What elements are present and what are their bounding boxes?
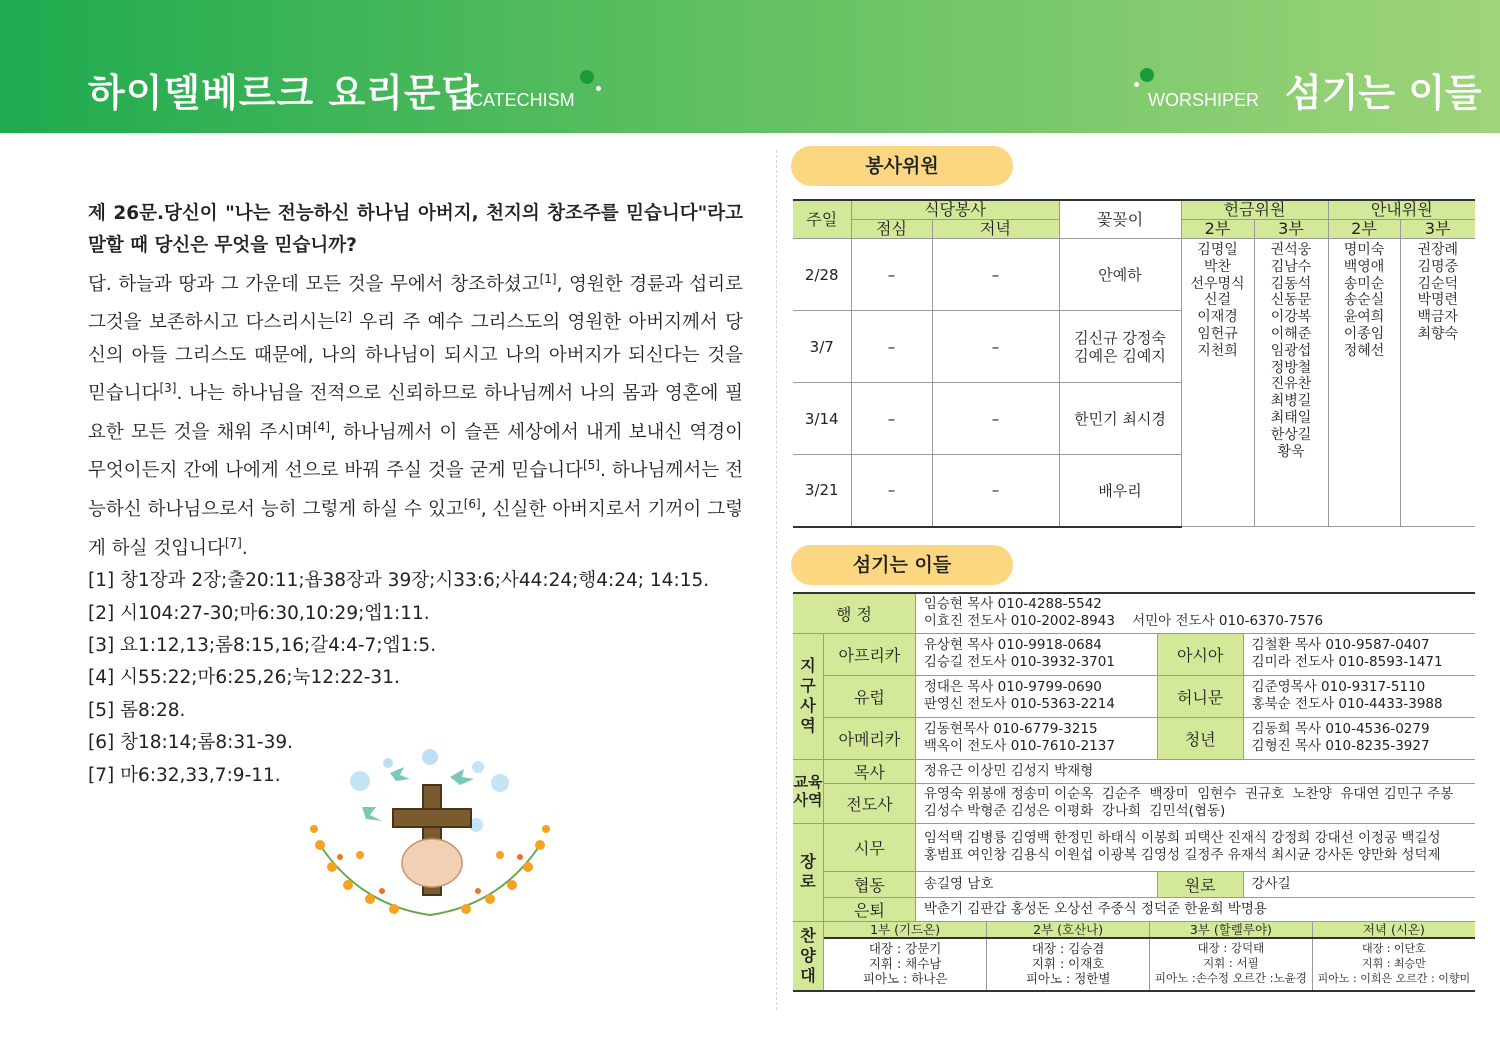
answer-text: 우리 주 예수 그리스도의 영원한 아버지께서 당신의 아들 그리스도 때문에, 나의 하나님이 되시고 나의 아버지가 되신다는 것을 믿습니다 [88, 312, 744, 405]
education-evangelists [915, 783, 1475, 823]
staff-line: 임석택 김병룡 김영백 한정민 하태식 이봉희 피택산 진재식 강정희 강대선 이정공 백길성 [923, 830, 1441, 846]
header-guide-part3: 3부 [1400, 220, 1475, 239]
staff-line: 임승현 목사 010-4288-5542 [923, 596, 1102, 613]
staff-line: 홍범표 여인창 김용식 이원섭 이광복 김영성 길정주 유재석 최시균 강사돈 양만화 성덕제 [923, 847, 1441, 863]
flowers-cell: 한민기 최시경 [1059, 383, 1181, 455]
answer-text: . 나는 하나님을 전적으로 신뢰하므로 하나님께서 나의 몸과 영혼에 필요한 모든 것을 채워 주시며 [88, 383, 743, 444]
flowers-cell: 김신규 강정숙 김예은 김예지 [1059, 311, 1181, 383]
flowers-cell: 안예하 [1059, 239, 1181, 311]
staff-line: 지휘 : 서필 [1203, 955, 1259, 970]
list-item: 정혜선 [1343, 342, 1385, 359]
choir-label: 찬양대 [793, 921, 824, 991]
answer-text: , 하나님께서 이 슬픈 세상에서 내게 보내신 역경이 무엇이든지 간에 나에게 선으로 바꿔 주실 것을 굳게 믿습니다 [88, 422, 744, 482]
catechism-answer [88, 263, 743, 565]
staff-line: 홍북순 전도사 010-4433-3988 [1251, 696, 1443, 712]
answer-text: . 하나님께서는 전능하신 하나님으로서 능히 그렇게 하실 수 있고 [88, 460, 743, 521]
staff-line: 대장 : 김승겸 [1031, 940, 1105, 956]
week-date: 3/14 [793, 383, 851, 455]
catechism-subtitle: CATECHISM [470, 90, 575, 110]
service-committee-pill: 봉사위원 [791, 146, 1013, 186]
list-item: 최병길 [1270, 393, 1312, 410]
choir-name: 3부 (할렐루야) [1150, 922, 1313, 938]
elder-active-label: 시무 [824, 823, 916, 871]
service-committee-table [793, 199, 1475, 528]
decorative-dot-icon [1140, 68, 1154, 82]
list-item: 이재경 [1197, 309, 1238, 326]
week-date: 2/28 [793, 239, 851, 311]
decorative-dot-icon [596, 86, 601, 91]
staff-line: 김미라 전도사 010-8593-1471 [1251, 654, 1443, 670]
list-item: 김동석 [1270, 275, 1312, 292]
worshiper-subtitle: WORSHIPER [1148, 90, 1260, 110]
dinner-cell: – [932, 311, 1059, 383]
district-name: 청년 [1157, 717, 1243, 759]
reference-line: [3] 요1:12,13;롬8:15,16;갈4:4-7;엡1:5. [88, 634, 437, 656]
lunch-cell: – [851, 311, 932, 383]
district-staff [1243, 717, 1475, 759]
list-item: 김명일 [1197, 242, 1238, 258]
list-item: 권장례 [1417, 242, 1459, 258]
list-item: 윤여희 [1343, 309, 1385, 326]
week-date: 3/7 [793, 311, 851, 383]
elder-emeritus-list: 강사길 [1243, 871, 1475, 897]
footnote-mark: [6] [463, 497, 481, 512]
lunch-cell: – [851, 455, 932, 527]
offering-part2-list [1181, 239, 1254, 527]
header-guide: 안내위원 [1328, 200, 1475, 220]
list-item: 김순덕 [1417, 275, 1459, 292]
list-item: 이해준 [1270, 325, 1312, 342]
reference-line: [1] 창1장과 2장;출20:11;욥38장과 39장;시33:6;사44:24;행4:24; 14:15. [88, 570, 710, 592]
list-item: 권석웅 [1270, 242, 1312, 258]
footnote-mark: [7] [224, 535, 242, 550]
staff-line: 대장 : 이단호 [1361, 941, 1426, 955]
staff-line: 피아노 : 이희은 오르간 : 이향미 [1317, 971, 1471, 985]
lunch-cell: – [851, 383, 932, 455]
list-item: 신걸 [1203, 292, 1232, 309]
answer-text: , 영원한 경륜과 섭리로 그것을 보존하시고 다스리시는 [88, 273, 743, 334]
district-staff [915, 633, 1157, 675]
list-item: 백영애 [1343, 258, 1385, 275]
education-label: 교육사역 [793, 759, 824, 823]
district-name: 아프리카 [824, 633, 916, 675]
dinner-cell: – [932, 455, 1059, 527]
reference-line: [5] 롬8:28. [88, 699, 186, 721]
answer-text: . [241, 537, 248, 559]
staff-line: 대장 : 강문기 [868, 940, 942, 956]
staff-line: 김승길 전도사 010-3932-3701 [923, 654, 1115, 670]
staff-line: 백옥이 전도사 010-7610-2137 [923, 738, 1115, 754]
header-dinner: 저녁 [932, 220, 1059, 239]
elder-retired-label: 은퇴 [824, 897, 916, 921]
dinner-cell: – [932, 383, 1059, 455]
catechism-question: 제 26문.당신이 "나는 전능하신 하나님 아버지, 천지의 창조주를 믿습니다"라고 말할 때 당신은 무엇을 믿습니까? [88, 203, 743, 257]
list-item: 이강복 [1270, 309, 1312, 326]
reference-line: [4] 시55:22;마6:25,26;눅12:22-31. [88, 667, 400, 689]
staff-line: 지휘 : 최승만 [1361, 956, 1426, 970]
admin-staff [915, 593, 1475, 633]
choir-name: 저녁 (시온) [1312, 922, 1475, 938]
page-divider [776, 150, 777, 1010]
list-item: 이종임 [1343, 325, 1385, 342]
district-name: 아시아 [1157, 633, 1243, 675]
choir-section [824, 921, 1476, 991]
list-item: 김명중 [1417, 258, 1459, 275]
district-staff [915, 675, 1157, 717]
list-item: 신동문 [1270, 292, 1312, 309]
staff-line: 피아노 : 하나은 [862, 970, 948, 986]
flowers-cell: 배우리 [1059, 455, 1181, 527]
reference-line: [7] 마6:32,33,7:9-11. [88, 764, 281, 786]
staff-line: 판영신 전도사 010-5363-2214 [923, 696, 1115, 712]
decorative-dot-icon [1134, 82, 1139, 87]
staff-line: 정대은 목사 010-9799-0690 [923, 679, 1102, 695]
decorative-dot-icon [580, 70, 594, 84]
lunch-cell: – [851, 239, 932, 311]
elder-emeritus-label: 원로 [1157, 871, 1243, 897]
staff-line: 김철환 목사 010-9587-0407 [1251, 637, 1430, 653]
list-item: 선우명식 [1190, 275, 1245, 292]
district-staff [1243, 633, 1475, 675]
list-item: 진유찬 [1270, 376, 1312, 393]
header-week: 주일 [793, 200, 851, 239]
list-item: 송미순 [1343, 275, 1385, 292]
header-offering: 헌금위원 [1181, 200, 1328, 220]
table-row [793, 239, 1475, 311]
catechism-body [88, 198, 743, 792]
staff-line: 지휘 : 채수남 [868, 955, 942, 971]
cross-flower-illustration [290, 745, 570, 925]
footnote-mark: [3] [159, 381, 177, 396]
staff-line: 유상현 목사 010-9918-0684 [923, 637, 1102, 653]
choir-members [1312, 938, 1475, 990]
district-name: 아메리카 [824, 717, 916, 759]
guide-part3-list [1400, 239, 1475, 527]
answer-text: 답. 하늘과 땅과 그 가운데 모든 것을 무에서 창조하셨고 [88, 273, 540, 295]
district-name: 허니문 [1157, 675, 1243, 717]
list-item: 명미숙 [1343, 242, 1385, 258]
header-lunch: 점심 [851, 220, 932, 239]
list-item: 박찬 [1203, 258, 1232, 275]
choir-members [987, 938, 1150, 990]
header-cafeteria: 식당봉사 [851, 200, 1059, 220]
list-item: 김남수 [1270, 258, 1312, 275]
list-item: 박명련 [1417, 292, 1459, 309]
staff-line: 김형진 목사 010-8235-3927 [1251, 738, 1430, 754]
guide-part2-list [1328, 239, 1400, 527]
list-item: 지천희 [1197, 342, 1238, 359]
staff-line: 지휘 : 이재호 [1031, 955, 1105, 971]
choir-members [824, 938, 987, 990]
list-item: 최향숙 [1417, 325, 1459, 342]
list-item: 임광섭 [1270, 342, 1312, 359]
list-item: 백금자 [1417, 309, 1459, 326]
footnote-mark: [5] [582, 458, 600, 473]
district-name: 유럽 [824, 675, 916, 717]
district-label: 지구사역 [793, 633, 824, 759]
worshipers-table [793, 592, 1475, 992]
footnote-mark: [2] [335, 310, 353, 325]
staff-line: 김성수 박형준 김성은 이평화 강나희 김민석(협동) [923, 803, 1226, 819]
list-item: 한상길 [1270, 426, 1312, 443]
elder-coop-label: 협동 [824, 871, 916, 897]
education-pastor-label: 목사 [824, 759, 916, 783]
admin-label: 행 정 [793, 593, 915, 633]
choir-name: 2부 (호산나) [987, 922, 1150, 938]
elder-retired-list: 박춘기 김판갑 홍성돈 오상선 주중식 정덕준 한윤희 박명용 [915, 897, 1475, 921]
answer-text: , 신실한 아버지로서 기꺼이 그렇게 하실 것입니다 [88, 499, 743, 559]
offering-part3-list [1254, 239, 1328, 527]
staff-line: 김준영목사 010-9317-5110 [1251, 679, 1426, 695]
header-offering-part2: 2부 [1181, 220, 1254, 239]
choir-name: 1부 (기드온) [824, 922, 987, 938]
header-offering-part3: 3부 [1254, 220, 1328, 239]
elder-coop-list: 송길영 남호 [915, 871, 1157, 897]
list-item: 송순실 [1343, 292, 1385, 309]
dinner-cell: – [932, 239, 1059, 311]
list-item: 황욱 [1277, 443, 1305, 460]
reference-line: [2] 시104:27-30;마6:30,10:29;엡1:11. [88, 602, 430, 624]
header-guide-part2: 2부 [1328, 220, 1400, 239]
worshipers-pill: 섬기는 이들 [791, 545, 1013, 585]
district-staff [1243, 675, 1475, 717]
page-header [0, 0, 1500, 133]
staff-line: 피아노 :손수정 오르간 :노윤경 [1154, 970, 1307, 985]
education-pastors: 정유근 이상민 김성지 박재형 [915, 759, 1475, 783]
staff-line: 유영숙 위봉애 정송미 이순옥 김순주 백장미 임현수 권규호 노찬양 유대연 김민구 주봉 [923, 786, 1454, 802]
staff-line: 김동현목사 010-6779-3215 [923, 721, 1098, 737]
staff-line: 대장 : 강덕태 [1197, 940, 1265, 955]
worshiper-title: 섬기는 이들 [1285, 71, 1482, 115]
elder-active-list [915, 823, 1475, 871]
staff-line: 피아노 : 정한별 [1025, 970, 1111, 986]
footnote-mark: [1] [539, 271, 557, 286]
reference-line: [6] 창18:14;롬8:31-39. [88, 732, 294, 754]
choir-members [1150, 938, 1313, 990]
catechism-title: 하이델베르크 요리문답 [88, 71, 480, 115]
elder-label: 장로 [793, 823, 824, 921]
week-date: 3/21 [793, 455, 851, 527]
education-evangelist-label: 전도사 [824, 783, 916, 823]
list-item: 임헌규 [1197, 325, 1238, 342]
staff-line: 김동희 목사 010-4536-0279 [1251, 721, 1430, 737]
footnote-mark: [4] [313, 419, 330, 434]
list-item: 정방철 [1270, 359, 1312, 376]
header-flowers: 꽃꽂이 [1059, 200, 1181, 239]
district-staff [915, 717, 1157, 759]
staff-line: 이효진 전도사 010-2002-8943 서민아 전도사 010-6370-7576 [923, 613, 1324, 630]
list-item: 최태일 [1270, 409, 1312, 426]
